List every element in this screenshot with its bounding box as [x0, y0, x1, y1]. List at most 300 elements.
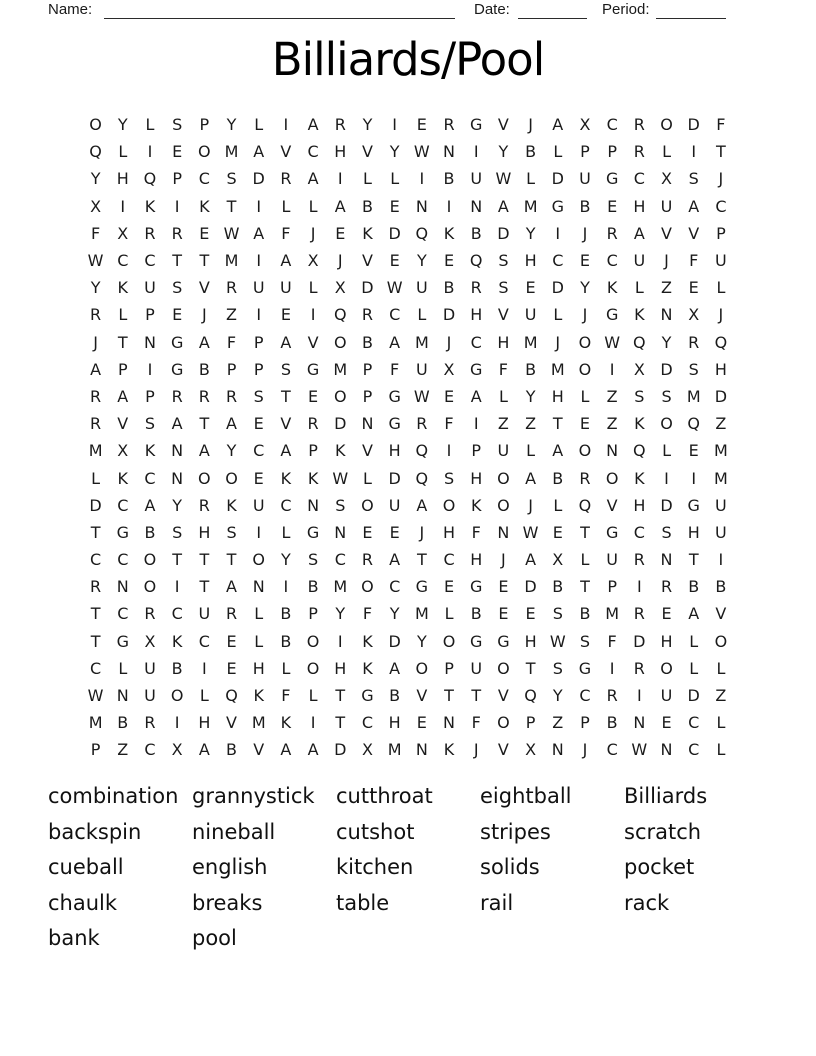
grid-cell-r11c22: S — [661, 386, 672, 406]
grid-cell-r23c15: F — [471, 713, 481, 733]
grid-cell-r15c20: V — [606, 495, 618, 515]
grid-cell-r21c12: A — [389, 658, 401, 678]
grid-cell-r23c11: C — [361, 713, 374, 733]
grid-cell-r12c23: Q — [687, 414, 701, 434]
grid-cell-r12c21: K — [634, 414, 645, 434]
word-rail: rail — [480, 890, 514, 915]
grid-cell-r11c3: P — [145, 386, 155, 406]
grid-cell-r20c16: G — [497, 631, 510, 651]
grid-cell-r18c6: A — [226, 577, 237, 597]
grid-cell-r11c19: L — [580, 386, 590, 406]
grid-cell-r19c8: B — [280, 604, 292, 624]
grid-cell-r12c6: A — [226, 414, 237, 434]
grid-cell-r7c24: L — [716, 278, 726, 298]
grid-cell-r19c10: Y — [335, 604, 346, 624]
grid-cell-r18c23: B — [688, 577, 700, 597]
grid-cell-r4c6: T — [226, 196, 237, 216]
grid-cell-r15c3: A — [144, 495, 156, 515]
grid-cell-r1c12: I — [392, 115, 398, 135]
grid-cell-r5c22: V — [661, 223, 672, 243]
grid-cell-r17c2: C — [117, 550, 129, 570]
grid-cell-r22c11: G — [361, 686, 374, 706]
grid-cell-r3c9: A — [307, 169, 319, 189]
grid-cell-r12c9: R — [307, 414, 319, 434]
grid-cell-r20c1: T — [90, 631, 101, 651]
grid-cell-r3c6: S — [226, 169, 237, 189]
grid-cell-r8c19: J — [582, 305, 588, 325]
period-label: Period: — [602, 1, 650, 18]
grid-cell-r11c20: Z — [606, 386, 618, 406]
grid-cell-r21c9: O — [306, 658, 320, 678]
grid-cell-r1c5: P — [199, 115, 210, 135]
grid-cell-r12c13: R — [416, 414, 428, 434]
grid-cell-r22c12: B — [389, 686, 401, 706]
grid-cell-r2c1: Q — [89, 142, 102, 162]
grid-cell-r6c14: E — [443, 251, 455, 271]
grid-cell-r23c1: M — [88, 713, 103, 733]
grid-cell-r22c14: T — [444, 686, 454, 706]
grid-cell-r20c13: Y — [416, 631, 427, 651]
grid-cell-r5c3: R — [144, 223, 156, 243]
word-list-column-2 — [192, 779, 336, 957]
grid-cell-r17c14: C — [443, 550, 455, 570]
grid-cell-r14c20: O — [605, 468, 619, 488]
grid-cell-r14c12: D — [388, 468, 401, 488]
grid-cell-r5c1: F — [90, 223, 101, 243]
grid-cell-r10c10: M — [333, 359, 348, 379]
grid-cell-r3c17: L — [526, 169, 536, 189]
grid-cell-r23c4: I — [174, 713, 180, 733]
word-kitchen: kitchen — [336, 855, 414, 880]
grid-cell-r19c13: M — [414, 604, 429, 624]
grid-cell-r8c5: J — [201, 305, 207, 325]
grid-cell-r6c11: V — [361, 251, 373, 271]
grid-cell-r2c2: L — [118, 142, 128, 162]
grid-cell-r3c2: H — [116, 169, 129, 189]
grid-cell-r13c16: U — [497, 441, 510, 461]
grid-cell-r23c10: T — [335, 713, 346, 733]
grid-cell-r21c6: E — [226, 658, 237, 678]
grid-cell-r2c8: V — [280, 142, 292, 162]
grid-cell-r6c16: S — [498, 251, 509, 271]
grid-cell-r9c20: W — [604, 332, 621, 352]
grid-cell-r7c5: V — [198, 278, 210, 298]
grid-cell-r2c20: P — [607, 142, 617, 162]
grid-cell-r23c17: P — [525, 713, 536, 733]
grid-cell-r8c24: J — [718, 305, 724, 325]
grid-cell-r7c7: U — [252, 278, 265, 298]
grid-cell-r1c14: R — [443, 115, 455, 135]
grid-cell-r16c24: U — [715, 522, 727, 542]
grid-cell-r19c16: E — [498, 604, 509, 624]
grid-cell-r24c15: J — [473, 740, 479, 760]
grid-cell-r22c21: I — [636, 686, 642, 706]
grid-cell-r15c2: C — [117, 495, 129, 515]
grid-cell-r6c23: F — [689, 251, 699, 271]
grid-cell-r4c24: C — [715, 196, 727, 216]
grid-cell-r9c7: P — [253, 332, 264, 352]
grid-cell-r18c22: R — [660, 577, 673, 597]
grid-cell-r12c15: I — [473, 414, 479, 434]
grid-cell-r2c5: O — [198, 142, 211, 162]
word-english: english — [192, 855, 268, 880]
grid-cell-r14c16: O — [497, 468, 510, 488]
name-blank-line — [104, 3, 455, 19]
grid-cell-r14c19: R — [579, 468, 591, 488]
grid-cell-r23c21: N — [633, 713, 646, 733]
grid-cell-r6c5: T — [199, 251, 210, 271]
grid-cell-r22c6: Q — [225, 686, 238, 706]
grid-cell-r3c22: X — [661, 169, 673, 189]
grid-cell-r22c3: U — [144, 686, 156, 706]
grid-cell-r22c19: C — [579, 686, 591, 706]
word-cueball: cueball — [48, 855, 124, 880]
grid-cell-r19c19: B — [579, 604, 591, 624]
grid-cell-r17c13: T — [416, 550, 427, 570]
grid-cell-r8c21: K — [634, 305, 645, 325]
grid-cell-r20c20: F — [607, 631, 617, 651]
grid-cell-r24c4: X — [171, 740, 183, 760]
grid-cell-r21c3: U — [144, 658, 156, 678]
grid-cell-r4c23: A — [688, 196, 700, 216]
grid-cell-r12c17: Z — [525, 414, 537, 434]
grid-cell-r11c16: L — [498, 386, 508, 406]
grid-cell-r20c8: B — [280, 631, 292, 651]
grid-cell-r19c3: R — [144, 604, 156, 624]
grid-cell-r15c13: A — [416, 495, 428, 515]
grid-cell-r9c10: O — [333, 332, 347, 352]
word-billiards: Billiards — [624, 784, 708, 808]
grid-cell-r4c16: A — [497, 196, 509, 216]
grid-cell-r13c18: A — [552, 441, 564, 461]
grid-cell-r15c15: K — [470, 495, 482, 515]
grid-cell-r7c23: E — [688, 278, 699, 298]
grid-cell-r23c14: N — [443, 713, 456, 733]
grid-cell-r4c20: E — [607, 196, 618, 216]
grid-cell-r11c18: H — [551, 386, 564, 406]
word-list-column-5 — [624, 779, 768, 957]
grid-cell-r13c21: Q — [633, 441, 646, 461]
grid-cell-r1c15: G — [470, 115, 483, 135]
date-blank-line — [518, 3, 587, 19]
grid-cell-r19c20: M — [605, 604, 620, 624]
grid-cell-r16c23: H — [687, 522, 700, 542]
grid-cell-r24c11: X — [361, 740, 373, 760]
grid-cell-r5c20: R — [606, 223, 618, 243]
grid-cell-r13c11: V — [361, 441, 373, 461]
grid-cell-r17c7: O — [252, 550, 266, 570]
grid-cell-r21c16: O — [497, 658, 510, 678]
grid-cell-r21c1: C — [90, 658, 102, 678]
grid-cell-r24c14: K — [443, 740, 455, 760]
date-label: Date: — [474, 1, 510, 18]
grid-cell-r3c21: C — [633, 169, 645, 189]
grid-cell-r21c4: B — [171, 658, 183, 678]
word-combination: combination — [48, 784, 179, 808]
grid-cell-r17c20: U — [606, 550, 619, 570]
grid-cell-r23c8: K — [280, 713, 292, 733]
grid-cell-r14c11: L — [363, 468, 372, 488]
grid-cell-r14c9: K — [307, 468, 319, 488]
grid-cell-r2c22: L — [662, 142, 671, 162]
grid-cell-r23c22: E — [661, 713, 672, 733]
grid-cell-r8c12: C — [389, 305, 401, 325]
grid-cell-r8c14: D — [442, 305, 456, 325]
grid-cell-r24c13: N — [415, 740, 428, 760]
grid-cell-r19c12: Y — [389, 604, 400, 624]
grid-cell-r4c9: L — [308, 196, 318, 216]
grid-cell-r15c16: O — [497, 495, 510, 515]
grid-cell-r2c15: I — [473, 142, 479, 162]
grid-cell-r20c21: D — [633, 631, 646, 651]
grid-cell-r19c9: P — [308, 604, 318, 624]
grid-cell-r9c1: J — [93, 332, 98, 352]
grid-cell-r12c11: N — [361, 414, 374, 434]
grid-cell-r18c19: T — [580, 577, 590, 597]
grid-cell-r12c1: R — [90, 414, 102, 434]
grid-cell-r13c7: C — [253, 441, 265, 461]
grid-cell-r7c21: L — [634, 278, 644, 298]
grid-cell-r9c19: O — [578, 332, 592, 352]
grid-cell-r7c17: E — [525, 278, 536, 298]
grid-cell-r6c9: X — [307, 251, 319, 271]
grid-cell-r6c8: A — [280, 251, 292, 271]
grid-cell-r17c16: J — [501, 550, 506, 570]
grid-cell-r4c1: X — [90, 196, 102, 216]
grid-cell-r10c23: S — [688, 359, 699, 379]
grid-cell-r14c4: N — [171, 468, 184, 488]
grid-cell-r23c9: I — [310, 713, 316, 733]
grid-cell-r4c2: I — [120, 196, 126, 216]
grid-cell-r3c20: G — [605, 169, 619, 189]
grid-cell-r2c24: T — [716, 142, 726, 162]
grid-cell-r1c24: F — [716, 115, 726, 135]
grid-cell-r23c6: V — [226, 713, 237, 733]
grid-cell-r23c3: R — [144, 713, 156, 733]
word-nineball: nineball — [192, 819, 276, 844]
grid-cell-r23c2: B — [117, 713, 129, 733]
grid-cell-r24c12: M — [387, 740, 402, 760]
grid-cell-r4c18: G — [551, 196, 564, 216]
grid-cell-r5c5: E — [199, 223, 210, 243]
grid-cell-r1c18: A — [552, 115, 564, 135]
grid-cell-r9c13: M — [414, 332, 429, 352]
grid-cell-r3c18: D — [551, 169, 564, 189]
grid-cell-r18c9: B — [307, 577, 319, 597]
grid-cell-r4c4: I — [174, 196, 180, 216]
grid-cell-r11c15: A — [470, 386, 482, 406]
grid-cell-r19c5: U — [198, 604, 211, 624]
word-scratch: scratch — [624, 819, 702, 844]
grid-cell-r16c5: H — [198, 522, 211, 542]
grid-cell-r9c8: A — [280, 332, 292, 352]
grid-cell-r4c11: B — [361, 196, 373, 216]
grid-cell-r12c16: Z — [497, 414, 509, 434]
grid-cell-r10c2: P — [117, 359, 128, 379]
word-cutthroat: cutthroat — [336, 784, 433, 808]
grid-cell-r12c7: E — [253, 414, 264, 434]
grid-cell-r5c15: B — [470, 223, 482, 243]
grid-cell-r4c7: I — [256, 196, 262, 216]
grid-cell-r13c12: H — [388, 441, 401, 461]
grid-cell-r18c5: T — [199, 577, 210, 597]
word-solids: solids — [480, 855, 540, 880]
word-table: table — [336, 890, 390, 915]
grid-cell-r8c18: L — [553, 305, 563, 325]
word-rack: rack — [624, 890, 670, 915]
grid-cell-r17c18: X — [552, 550, 564, 570]
grid-cell-r5c18: I — [555, 223, 561, 243]
grid-cell-r4c3: K — [144, 196, 156, 216]
grid-cell-r16c18: E — [552, 522, 563, 542]
grid-cell-r19c21: R — [633, 604, 645, 624]
page-title: Billiards/Pool — [271, 33, 545, 86]
grid-cell-r22c18: Y — [552, 686, 563, 706]
grid-cell-r14c21: K — [634, 468, 645, 488]
grid-cell-r13c22: L — [662, 441, 671, 461]
grid-cell-r19c7: L — [254, 604, 264, 624]
grid-cell-r1c7: L — [254, 115, 264, 135]
grid-cell-r4c15: N — [470, 196, 483, 216]
grid-cell-r10c9: G — [306, 359, 320, 379]
grid-cell-r13c19: O — [578, 441, 592, 461]
word-chaulk: chaulk — [48, 890, 118, 915]
grid-cell-r8c17: U — [524, 305, 537, 325]
grid-cell-r11c11: P — [362, 386, 373, 406]
grid-cell-r15c11: O — [361, 495, 374, 515]
grid-cell-r20c14: O — [442, 631, 456, 651]
grid-cell-r15c24: U — [715, 495, 727, 515]
grid-cell-r1c22: O — [660, 115, 673, 135]
grid-cell-r14c18: B — [552, 468, 564, 488]
grid-cell-r9c5: A — [198, 332, 210, 352]
grid-cell-r24c17: X — [525, 740, 537, 760]
grid-cell-r16c11: E — [362, 522, 373, 542]
grid-cell-r1c11: Y — [362, 115, 373, 135]
grid-cell-r6c6: M — [224, 251, 239, 271]
grid-cell-r6c19: E — [579, 251, 591, 271]
grid-cell-r4c22: U — [660, 196, 673, 216]
grid-cell-r13c15: P — [471, 441, 482, 461]
grid-cell-r21c11: K — [362, 658, 373, 678]
grid-cell-r21c21: R — [633, 658, 645, 678]
grid-cell-r22c20: R — [606, 686, 618, 706]
grid-cell-r14c24: M — [714, 468, 728, 488]
grid-cell-r9c9: V — [307, 332, 319, 352]
grid-cell-r13c2: X — [117, 441, 129, 461]
grid-cell-r17c22: N — [660, 550, 673, 570]
grid-cell-r12c12: G — [388, 414, 401, 434]
grid-cell-r18c21: I — [636, 577, 642, 597]
grid-cell-r9c12: A — [389, 332, 401, 352]
grid-cell-r3c13: I — [419, 169, 425, 189]
grid-cell-r9c18: J — [555, 332, 561, 352]
grid-cell-r15c6: K — [226, 495, 237, 515]
grid-cell-r14c22: I — [664, 468, 669, 488]
grid-cell-r8c2: L — [118, 305, 128, 325]
grid-cell-r15c1: D — [89, 495, 102, 515]
grid-cell-r8c4: E — [172, 305, 183, 325]
grid-cell-r9c14: J — [446, 332, 452, 352]
grid-cell-r4c10: A — [334, 196, 346, 216]
grid-cell-r21c22: O — [660, 658, 673, 678]
grid-cell-r2c16: Y — [498, 142, 509, 162]
grid-cell-r9c24: Q — [714, 332, 728, 352]
grid-cell-r6c12: E — [389, 251, 400, 271]
grid-cell-r9c21: Q — [633, 332, 646, 352]
grid-cell-r6c21: U — [633, 251, 646, 271]
word-list-column-1 — [48, 779, 192, 957]
word-pool: pool — [192, 926, 237, 951]
grid-cell-r11c10: O — [333, 386, 347, 406]
grid-cell-r3c10: I — [337, 169, 343, 189]
grid-cell-r23c12: H — [388, 713, 401, 733]
grid-cell-r4c19: B — [579, 196, 591, 216]
grid-cell-r11c8: T — [281, 386, 291, 406]
grid-cell-r18c24: B — [715, 577, 727, 597]
grid-cell-r10c15: G — [470, 359, 483, 379]
grid-cell-r20c23: L — [689, 631, 699, 651]
grid-cell-r13c3: K — [144, 441, 156, 461]
grid-cell-r16c10: N — [334, 522, 347, 542]
grid-cell-r17c23: T — [688, 550, 699, 570]
grid-cell-r15c7: U — [252, 495, 265, 515]
grid-cell-r5c9: J — [310, 223, 316, 243]
grid-cell-r3c23: S — [688, 169, 699, 189]
grid-cell-r19c6: R — [225, 604, 238, 624]
grid-cell-r19c1: T — [90, 604, 101, 624]
grid-cell-r9c22: Y — [661, 332, 672, 352]
word-grannystick: grannystick — [192, 784, 315, 808]
grid-cell-r8c8: E — [280, 305, 291, 325]
grid-cell-r20c10: I — [337, 631, 343, 651]
grid-cell-r8c23: X — [688, 305, 700, 325]
grid-cell-r16c7: I — [256, 522, 262, 542]
grid-cell-r10c14: X — [443, 359, 455, 379]
grid-cell-r7c10: X — [334, 278, 346, 298]
grid-cell-r14c14: S — [443, 468, 455, 488]
grid-cell-r15c23: G — [687, 495, 700, 515]
grid-cell-r12c24: Z — [715, 414, 727, 434]
grid-cell-r21c2: L — [118, 658, 128, 678]
grid-cell-r15c19: Q — [578, 495, 592, 515]
grid-cell-r23c20: B — [606, 713, 618, 733]
grid-cell-r21c18: S — [552, 658, 563, 678]
grid-cell-r10c24: H — [714, 359, 727, 379]
grid-cell-r21c7: H — [252, 658, 265, 678]
grid-cell-r22c13: V — [416, 686, 428, 706]
grid-cell-r20c15: G — [470, 631, 483, 651]
grid-cell-r19c22: E — [661, 604, 672, 624]
grid-cell-r20c9: O — [306, 631, 320, 651]
grid-cell-r1c2: Y — [117, 115, 128, 135]
grid-cell-r13c4: N — [171, 441, 184, 461]
grid-cell-r18c7: N — [252, 577, 265, 597]
grid-cell-r9c4: G — [170, 332, 184, 352]
grid-cell-r22c2: N — [116, 686, 129, 706]
grid-cell-r10c13: U — [415, 359, 428, 379]
grid-cell-r20c3: X — [144, 631, 156, 651]
word-cutshot: cutshot — [336, 819, 415, 844]
grid-cell-r1c4: S — [172, 115, 183, 135]
grid-cell-r6c1: W — [87, 251, 104, 271]
grid-cell-r24c21: W — [631, 740, 648, 760]
grid-cell-r17c21: R — [633, 550, 645, 570]
grid-cell-r6c3: C — [144, 251, 156, 271]
grid-cell-r6c22: J — [664, 251, 669, 271]
grid-cell-r22c9: L — [308, 686, 318, 706]
grid-cell-r24c5: A — [198, 740, 210, 760]
